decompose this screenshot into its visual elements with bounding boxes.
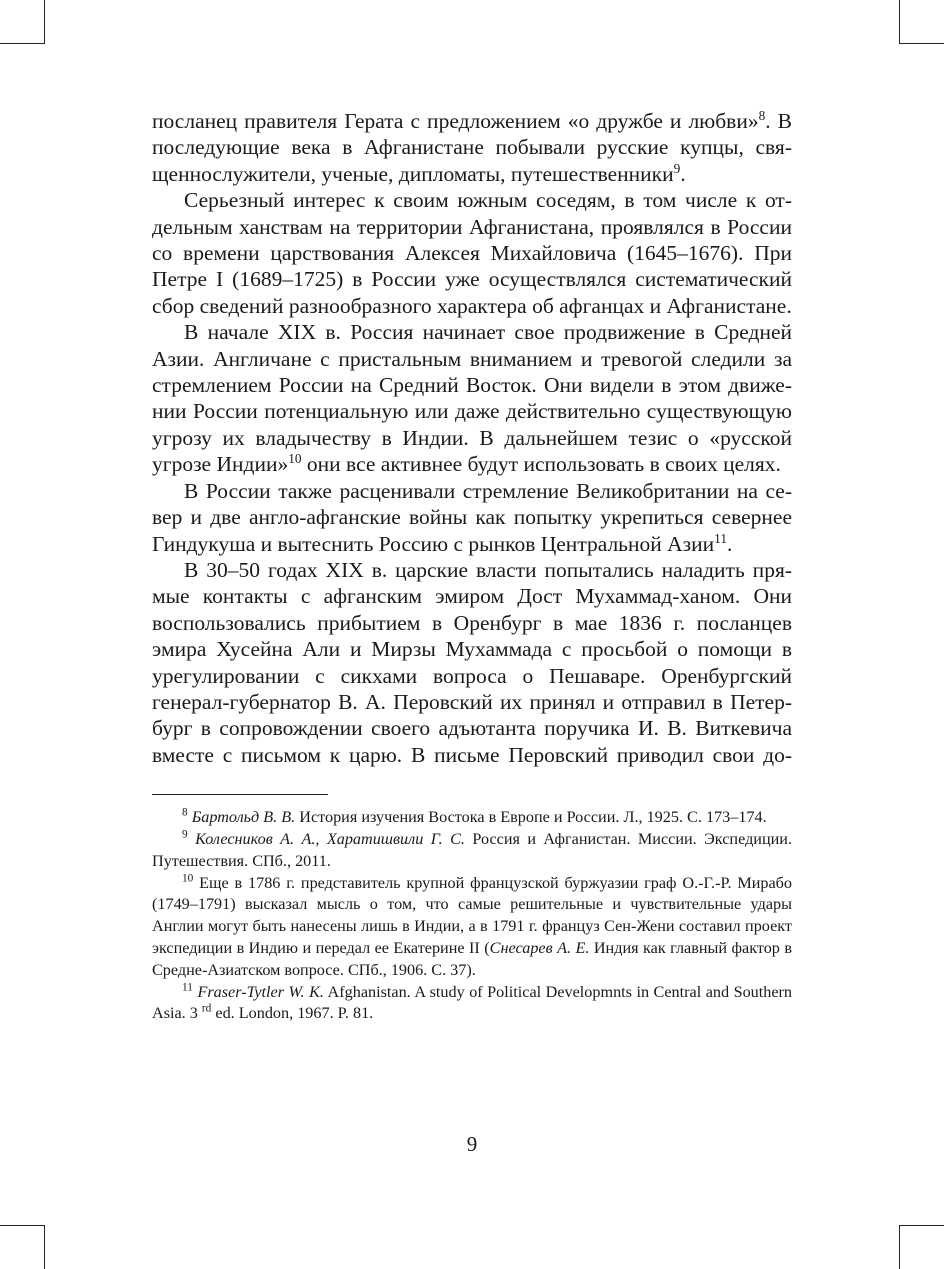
footnote-number: 10: [182, 872, 194, 885]
crop-mark-bottom-right-vertical: [899, 1225, 900, 1269]
footnote-ref-8[interactable]: 8: [758, 107, 766, 123]
footnote-11: $^{11}$ Fraser-Tytler W. K. Afghanistan. A study of Political Developmnts in Central and Southern Asia. 3 $^{rd}$ ed. London, 1967. P. 81.: [152, 981, 793, 1023]
crop-mark-bottom-left-vertical: [44, 1225, 45, 1269]
crop-mark-bottom-left-horizontal: [0, 1225, 44, 1226]
paragraph-1: посланец правителя Герата с предложением «о дружбе и любви»$^8$. В последующие века в Афганистане побывали русские купцы, священнослужители, ученые, дипломаты, путешественники$^9$.: [152, 107, 792, 186]
paragraph-3: В начале XIX в. Россия начинает свое продвижение в Средней Азии. Англичане с пристальным вниманием и тревогой следили за стремлением России на Средний Восток. Они видели в этом движении России потенциальную или даже действительно существующую угрозу их владычеству в Индии. В дальнейшем тезис о «русской угрозе Индии»$^{10}$ они все активнее будут использовать в своих целях.: [152, 320, 792, 477]
paragraph-5: В 30–50 годах XIX в. царские власти попытались наладить прямые контакты с афганским эмиром Дост Мухаммад-ханом. Они воспользовались прибытием в Оренбург в мае 1836 г. посланцев эмира Хусейна Али и Мирзы Мухаммада с просьбой о помощи в урегулировании с сикхами вопроса о Пешаваре. Оренбургский генерал-губернатор В. А. Перовский их принял и отправил в Петербург в сопровождении своего адъютанта поручика И. В. Виткевича вместе с письмом к царю. В письме Перовский приводил свои до-: [152, 557, 792, 767]
crop-mark-top-left-horizontal: [0, 43, 44, 44]
page-number: 9: [466, 1132, 478, 1156]
footnote-9: $^9$ Колесников А. А., Харатишвили Г. С. Россия и Афганистан. Миссии. Экспедиции. Путешествия. СПб., 2011.: [152, 828, 793, 870]
footnote-separator: [152, 794, 328, 795]
footnote-8: $^8$ Бартольд В. В. История изучения Востока в Европе и России. Л., 1925. С. 173–174.: [182, 806, 767, 827]
footnote-number: 9: [182, 828, 188, 841]
crop-mark-bottom-right-horizontal: [900, 1225, 944, 1226]
footnotes: [152, 807, 792, 1025]
page-content: [152, 108, 792, 1025]
paragraph-4: В России также расценивали стремление Великобритании на север и две англо-афганские войны как попытку укрепиться севернее Гиндукуша и вытеснить Россию с рынков Центральной Азии$^{11}$.: [152, 478, 792, 556]
crop-mark-top-left-vertical: [44, 0, 45, 44]
body-text: [152, 108, 792, 768]
footnote-ref-9[interactable]: 9: [673, 160, 681, 176]
footnote-10: $^{10}$ Еще в 1786 г. представитель крупной французской буржуазии граф О.-Г.-Р. Мирабо (1749–1791) высказал мысль о том, что самые решительные и чувствительные удары Англии могут быть нанесены лишь в Индии, а в 1791 г. француз Сен-Жени составил проект экспедиции в Индию и передал ее Екатерине II (Снесарев А. Е. Индия как главный фактор в Средне-Азиатском вопросе. СПб., 1906. С. 37).: [152, 872, 792, 979]
footnote-number: 11: [182, 981, 193, 994]
crop-mark-top-right-vertical: [899, 0, 900, 44]
crop-mark-top-right-horizontal: [900, 43, 944, 44]
paragraph-2: Серьезный интерес к своим южным соседям, в том числе к отдельным ханствам на территории Афганистана, проявлялся в России со времени царствования Алексея Михайловича (1645–1676). При Петре I (1689–1725) в России уже осуществлялся систематический сбор сведений разнообразного характера об афганцах и Афганистане.: [152, 188, 792, 318]
footnote-number: 8: [182, 806, 188, 819]
footnote-ref-11[interactable]: 11: [714, 530, 728, 546]
footnote-ref-10[interactable]: 10: [288, 451, 302, 467]
